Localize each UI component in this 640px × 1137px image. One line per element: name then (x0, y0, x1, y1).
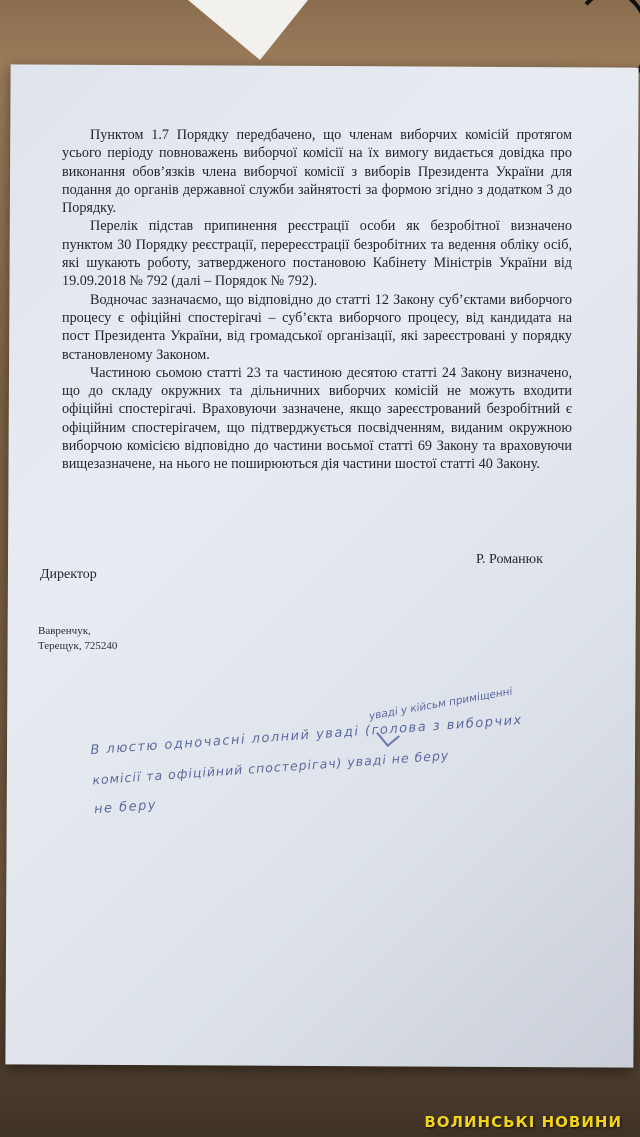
paper-corner (188, 0, 308, 60)
handwritten-note-line-3: не беру (93, 797, 158, 818)
signer-position: Директор (40, 567, 97, 582)
executor-1: Вавренчук, (38, 625, 91, 637)
signer-name: Р. Романюк (476, 552, 543, 567)
handwritten-insert: уваді у кійсьм приміщенні (368, 685, 514, 723)
document-body (62, 126, 572, 474)
executors-block (38, 624, 117, 654)
handwritten-note-line-1: В люстю одночасні лолний уваді (голова з виборчих (90, 712, 524, 759)
handwritten-note-line-2: комісії та офіційний спостерігач) уваді не беру (91, 747, 450, 788)
paragraph-1: Пунктом 1.7 Порядку передбачено, що членам виборчих комісій протягом усього періоду повноважень виборчої комісії на їх вимогу видається довідка про виконання обов’язків члена виборчої комісії з виборів Президента України для подання до органів державної служби зайнятості за формою згідно з додатком 3 до Порядку. (62, 127, 572, 217)
paragraph-3: Водночас зазначаємо, що відповідно до статті 12 Закону суб’єктами виборчого процесу є офіційні спостерігачі – суб’єкта виборчого процесу, від кандидата на пост Президента України, від громадської організації, які зареєстровані у порядку встановленому Законом. (62, 291, 572, 363)
paragraph-2: Перелік підстав припинення реєстрації особи як безробітної визначено пунктом 30 Порядку реєстрації, перереєстрації безробітних та ведення обліку осіб, які шукають роботу, затвердженого постановою Кабінету Міністрів України від 19.09.2018 № 792 (далі – Порядок № 792). (62, 218, 572, 290)
watermark-logo: ВОЛИНСЬКІ НОВИНИ (424, 1113, 622, 1131)
paragraph-4: Частиною сьомою статті 23 та частиною десятою статті 24 Закону визначено, що до складу окружних та дільничних виборчих комісій не можуть входити офіційні спостерігачі. Враховуючи зазначене, якщо зареєстрований безробітний є офіційним спостерігачем, що підтверджується посвідченням, виданим окружною виборчою комісією відповідно до частини восьмої статті 69 Закону та враховуючи вищезазначене, на нього не поширюються дія частини шостої статті 40 Закону. (62, 364, 572, 473)
executor-2: Терещук, 725240 (38, 640, 118, 652)
